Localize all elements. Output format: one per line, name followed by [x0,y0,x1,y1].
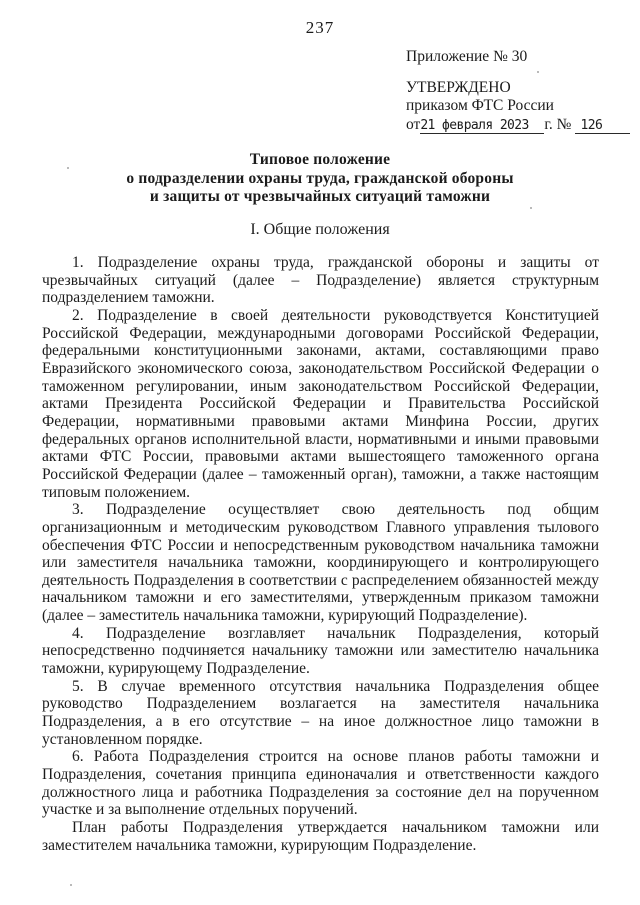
paragraph: 1. Подразделение охраны труда, гражданской обороны и защиты от чрезвычайных ситуаций (далее – Подразделение) является структурным подразделением таможни. [42,254,599,307]
date-suffix: г. № [544,115,572,133]
scan-speck [537,71,539,73]
section-heading: I. Общие положения [250,221,390,238]
paragraph: 6. Работа Подразделения строится на основе планов работы таможни и Подразделения, сочетания принципа единоначалия и ответственности каждого должностного лица и работника Подразделения за состояние дел на порученном участке и за выполнение отдельных поручений. [42,748,599,819]
approval-gap [406,67,630,79]
date-fill-in: 21 февраля 2023 [420,118,544,134]
title-line-1: Типовое положение [249,151,391,168]
date-line [406,116,630,135]
date-prefix: от [406,115,421,133]
paragraph: План работы Подразделения утверждается начальником таможни или заместителем начальника таможни, курирующим Подразделение. [42,819,599,854]
paragraph: 3. Подразделение осуществляет свою деятельность под общим организационным и методическим руководством Главного управления тылового обеспечения ФТС России и непосредственным руководством начальника таможни или заместителя начальника таможни, координирующего и контролирующего деятельность Подразделения в соответствии с распределением обязанностей между начальником таможни и его заместителями, утвержденным приказом таможни (далее – заместитель начальника таможни, курирующий Подразделение). [42,501,599,625]
paragraph: 2. Подразделение в своей деятельности руководствуется Конституцией Российской Федерации, международными договорами Российской Федерации, федеральными конституционными законами, актами, составляющими право Евразийского экономического союза, законодательством Российской Федерации о таможенном регулировании, иным законодательством Российской Федерации, актами Президента Российской Федерации и Правительства Российской Федерации, нормативными правовыми актами Минфина России, других федеральных органов исполнительной власти, нормативными и иными правовыми актами ФТС России, правовыми актами вышестоящего таможенного органа Российской Федерации (далее – таможенный орган), таможни, а также настоящим типовым положением. [42,306,599,501]
page-number: 237 [305,18,335,37]
order-number-fill-in: 126 [575,118,630,134]
document-title [0,151,640,207]
document-body [42,254,599,854]
approved-line: УТВЕРЖДЕНО [406,78,511,96]
order-line: приказом ФТС России [406,97,554,115]
appendix-line: Приложение № 30 [406,48,528,65]
title-line-3: и защиты от чрезвычайных ситуаций таможни [149,188,491,206]
title-line-2: о подразделении охраны труда, гражданской обороны [126,169,514,187]
paragraph: 5. В случае временного отсутствия начальника Подразделения общее руководство Подразделением возлагается на заместителя начальника Подразделения, а в его отсутствие – на иное должностное лицо таможни в установленном порядке. [42,677,599,748]
scan-speck [70,884,72,886]
scan-speck [67,167,69,169]
paragraph: 4. Подразделение возглавляет начальник Подразделения, который непосредственно подчиняется начальнику таможни или заместителю начальника таможни, курирующему Подразделение. [42,624,599,678]
scan-speck [530,207,532,209]
approval-block [406,48,630,134]
